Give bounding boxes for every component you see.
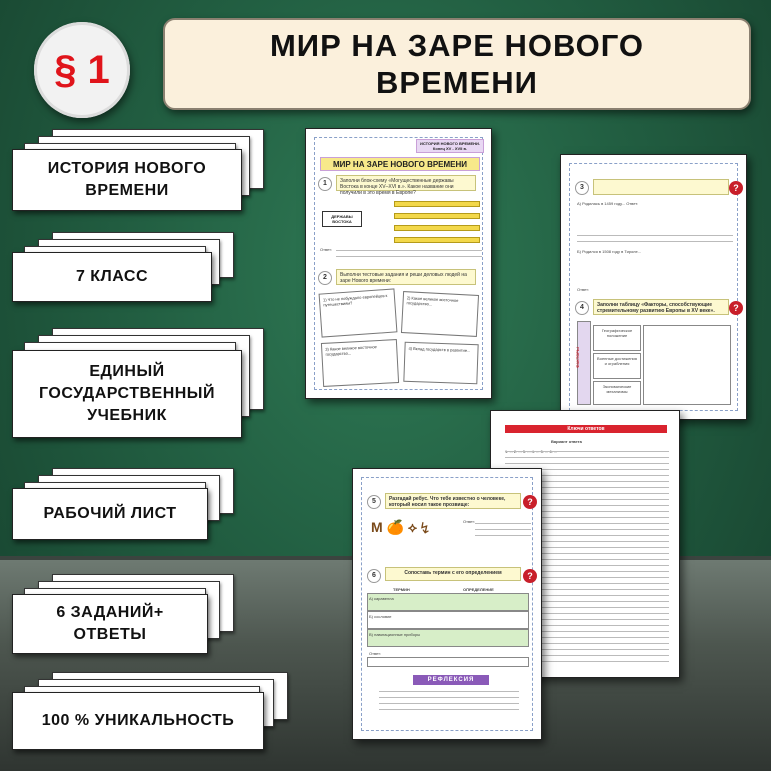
answers-variant: Вариант ответа (551, 439, 582, 444)
card-worksheet (12, 488, 208, 540)
question-mark-icon: ? (729, 301, 743, 315)
page1-test-card: 1) Что не побуждало европейцев к путешествиям? (319, 288, 398, 337)
page2-task-number-3: 3 (575, 181, 589, 195)
title-line-2: ВРЕМЕНИ (376, 65, 538, 100)
page2-table-answers (643, 325, 731, 405)
page1-field (394, 237, 480, 243)
card-grade-line-1: 7 КЛАСС (75, 268, 149, 285)
question-mark-icon: ? (523, 569, 537, 583)
card-textbook-line-2: ГОСУДАРСТВЕННЫЙ (39, 385, 215, 402)
card-tasks (12, 594, 208, 654)
page1-task-number-2: 2 (318, 271, 332, 285)
page1-task-1: Заполни блок-схему «Могущественные державы Востока в конце XV–XVI в.». Какое название они получили в это время в Европе? (336, 175, 476, 191)
page1-header: ИСТОРИЯ НОВОГО ВРЕМЕНИ. Конец XV - XVII в. (416, 139, 484, 153)
card-history-line-1: ИСТОРИЯ НОВОГО (47, 160, 207, 177)
page2-text-b: Б) Родился в 1508 году в Тироле... (577, 249, 642, 254)
worksheet-page-2 (560, 154, 747, 420)
page1-title: МИР НА ЗАРЕ НОВОГО ВРЕМЕНИ (320, 157, 480, 171)
card-history (12, 149, 242, 211)
page4-task-number-5: 5 (367, 495, 381, 509)
page1-task-number-1: 1 (318, 177, 332, 191)
page2-side-label: ФАКТОРЫ (574, 347, 580, 368)
page4-term-c: В) навигационные приборы (369, 632, 421, 637)
page2-row-1: Географическое положение (593, 325, 641, 351)
page4-answer-table (367, 657, 529, 667)
rebus-image: M 🍊 ⟡ ↯ (371, 519, 429, 535)
page4-answer-6: Ответ: (369, 651, 382, 656)
card-tasks-line-2: ОТВЕТЫ (73, 626, 147, 643)
page4-term-b: Б) сословие (369, 614, 392, 619)
card-textbook (12, 350, 242, 438)
question-mark-icon: ? (729, 181, 743, 195)
page2-task-4: Заполни таблицу «Факторы, способствующие стремительному развитию Европы в XV веке». (593, 299, 729, 315)
page1-field (394, 213, 480, 219)
question-mark-icon: ? (523, 495, 537, 509)
page4-reflection-lines (379, 691, 519, 715)
page1-field (394, 201, 480, 207)
page1-answer: Ответ: (320, 247, 333, 252)
page4-answer-lines (475, 523, 531, 541)
page4-task-number-6: 6 (367, 569, 381, 583)
page4-task-6: Сопоставь термин с его определением (385, 567, 521, 581)
card-textbook-line-3: УЧЕБНИК (87, 407, 167, 424)
page1-test-card: 2) Какое великое восточное государство... (401, 291, 479, 337)
worksheet-page-1 (305, 128, 492, 399)
page2-row-3: Экономические механизмы (593, 381, 641, 405)
page2-row-2: Военные достижения и ограбления (593, 353, 641, 379)
card-worksheet-line-1: РАБОЧИЙ ЛИСТ (43, 505, 177, 522)
page2-task-3 (593, 179, 729, 195)
page4-col-def: ОПРЕДЕЛЕНИЕ (463, 587, 494, 592)
card-grade (12, 252, 212, 302)
page2-task-number-4: 4 (575, 301, 589, 315)
page2-answer: Ответ: (577, 287, 590, 292)
section-badge: § 1 (34, 22, 130, 118)
page2-text-a: А) Родилась в 1459 году... Ответ: (577, 201, 639, 206)
page4-col-term: ТЕРМИН (393, 587, 410, 592)
card-history-line-2: ВРЕМЕНИ (85, 182, 169, 199)
title-banner (163, 18, 751, 110)
reflection-bar: РЕФЛЕКСИЯ (413, 675, 489, 685)
card-tasks-line-1: 6 ЗАДАНИЙ+ (56, 604, 164, 621)
page4-task-5: Разгадай ребус. Что тебе известно о человеке, который носил такое прозвище: (385, 493, 521, 509)
page4-answer-5: Ответ: (463, 519, 476, 524)
worksheet-page-4 (352, 468, 542, 740)
card-unique-line-1: 100 % УНИКАЛЬНОСТЬ (41, 712, 235, 729)
page1-test-card: 4) Вклад государств в развитие... (403, 342, 478, 385)
page1-test-card: 3) Какое великое восточное государство... (321, 339, 399, 387)
page1-box-label: ДЕРЖАВЫ ВОСТОКА (322, 211, 362, 227)
page1-field (394, 225, 480, 231)
page1-task-2: Выполни тестовые задания и реши деловых людей на заре Нового времени: (336, 269, 476, 285)
title-line-1: МИР НА ЗАРЕ НОВОГО (269, 28, 645, 63)
card-textbook-line-1: ЕДИНЫЙ (89, 363, 165, 380)
page4-term-a: А) каравелла (369, 596, 394, 601)
page2-lines (577, 235, 733, 247)
answers-header: Ключи ответов (505, 425, 667, 433)
page1-answer-lines (336, 250, 482, 262)
card-unique (12, 692, 264, 750)
